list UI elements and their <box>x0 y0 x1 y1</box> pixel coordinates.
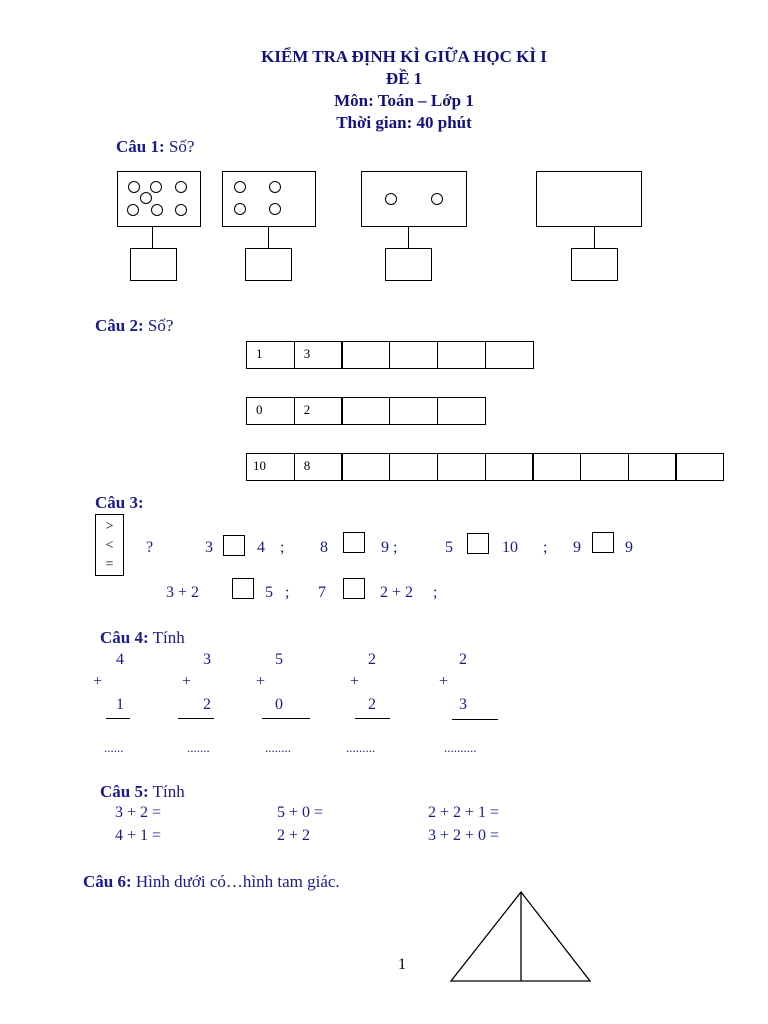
question-5-text: Tính <box>148 782 185 801</box>
sequence-blank[interactable] <box>485 453 534 481</box>
expression: 2 + 2 + 1 = <box>428 804 500 821</box>
sequence-blank[interactable] <box>437 453 486 481</box>
addend-top: 3 <box>203 651 211 668</box>
dot <box>128 181 140 193</box>
sequence-cell: 1 <box>246 341 295 369</box>
sequence-cell: 0 <box>246 397 295 425</box>
addend-bottom: 3 <box>459 696 467 713</box>
question-mark: ? <box>146 539 154 556</box>
compare-blank[interactable] <box>223 535 245 556</box>
dot <box>269 203 281 215</box>
sequence-blank[interactable] <box>675 453 724 481</box>
dot <box>127 204 139 216</box>
separator: ; <box>543 539 548 556</box>
compare-value: 4 <box>257 539 265 556</box>
sequence-blank[interactable] <box>485 341 534 369</box>
dot <box>140 192 152 204</box>
question-3-label: Câu 3: <box>95 493 144 512</box>
separator: ; <box>433 584 438 601</box>
page-number: 1 <box>398 956 406 973</box>
compare-value: 5 <box>265 584 273 601</box>
dot <box>234 181 246 193</box>
sequence-blank[interactable] <box>341 341 390 369</box>
sequence-cell: 3 <box>294 341 343 369</box>
separator: ; <box>280 539 285 556</box>
separator: ; <box>285 584 290 601</box>
question-4-text: Tính <box>148 628 185 647</box>
dot <box>234 203 246 215</box>
exam-title: KIỂM TRA ĐỊNH KÌ GIỮA HỌC KÌ I <box>261 47 547 66</box>
plus-sign: + <box>182 673 192 690</box>
dot-card-4 <box>536 171 642 227</box>
question-5-heading <box>100 782 185 802</box>
addend-top: 2 <box>368 651 376 668</box>
question-6-text: Hình dưới có…hình tam giác. <box>131 872 340 891</box>
dot <box>385 193 397 205</box>
expression: 4 + 1 = <box>115 827 162 844</box>
answer-box-4[interactable] <box>571 248 618 281</box>
sequence-blank[interactable] <box>437 397 486 425</box>
compare-value: 9 <box>625 539 633 556</box>
addend-top: 4 <box>116 651 124 668</box>
compare-value: 10 <box>502 539 518 556</box>
answer-box-3[interactable] <box>385 248 432 281</box>
dot-card-3 <box>361 171 467 227</box>
answer-dots[interactable]: ...... <box>104 740 124 755</box>
answer-dots[interactable]: ........ <box>265 740 291 755</box>
sequence-cell: 8 <box>294 453 343 481</box>
sequence-blank[interactable] <box>389 341 438 369</box>
exam-time: Thời gian: 40 phút <box>336 113 472 132</box>
question-1-heading <box>116 137 194 157</box>
sequence-blank[interactable] <box>389 397 438 425</box>
compare-expression: 3 + 2 <box>166 584 200 601</box>
expression: 3 + 2 + 0 = <box>428 827 500 844</box>
sequence-blank[interactable] <box>341 397 390 425</box>
sum-line <box>262 718 310 719</box>
compare-value: 9 ; <box>381 539 398 556</box>
answer-dots[interactable]: ....... <box>187 740 210 755</box>
question-2-heading <box>95 316 173 336</box>
dot <box>150 181 162 193</box>
exam-number: ĐỀ 1 <box>385 69 423 88</box>
question-2-text: Số? <box>143 316 174 335</box>
sequence-cell: 10 <box>246 453 295 481</box>
compare-blank[interactable] <box>467 533 489 554</box>
less-than-sign: < <box>105 538 114 553</box>
question-1-text: Số? <box>164 137 195 156</box>
expression: 2 + 2 <box>277 827 311 844</box>
question-6-label: Câu 6: <box>83 872 132 891</box>
plus-sign: + <box>350 673 360 690</box>
compare-value: 3 <box>205 539 213 556</box>
question-3-heading <box>95 493 144 513</box>
sum-line <box>106 718 130 719</box>
connector-line <box>268 227 269 248</box>
question-5-label: Câu 5: <box>100 782 149 801</box>
triangle-figure <box>448 890 594 984</box>
answer-dots[interactable]: .......... <box>444 740 477 755</box>
compare-expression: 2 + 2 <box>380 584 414 601</box>
connector-line <box>408 227 409 248</box>
expression: 5 + 0 = <box>277 804 324 821</box>
comparison-signs-box <box>95 514 124 576</box>
compare-value: 5 <box>445 539 453 556</box>
addend-top: 5 <box>275 651 283 668</box>
dot <box>175 181 187 193</box>
compare-value: 9 <box>573 539 581 556</box>
dot <box>269 181 281 193</box>
equal-sign: = <box>105 557 114 572</box>
answer-box-2[interactable] <box>245 248 292 281</box>
question-4-label: Câu 4: <box>100 628 149 647</box>
addend-top: 2 <box>459 651 467 668</box>
exam-subject: Môn: Toán – Lớp 1 <box>334 91 474 110</box>
sequence-blank[interactable] <box>437 341 486 369</box>
question-6-heading <box>83 872 340 892</box>
sequence-blank[interactable] <box>532 453 581 481</box>
compare-value: 7 <box>318 584 326 601</box>
sequence-row-2 <box>246 397 486 425</box>
sequence-row-3 <box>246 453 724 481</box>
sequence-blank[interactable] <box>341 453 390 481</box>
dot <box>175 204 187 216</box>
dot-card-1 <box>117 171 201 227</box>
question-4-heading <box>100 628 185 648</box>
expression: 3 + 2 = <box>115 804 162 821</box>
sequence-blank[interactable] <box>389 453 438 481</box>
greater-than-sign: > <box>105 519 114 534</box>
addend-bottom: 2 <box>368 696 376 713</box>
dot <box>431 193 443 205</box>
sequence-cell: 2 <box>294 397 343 425</box>
compare-blank[interactable] <box>343 532 365 553</box>
addend-bottom: 0 <box>275 696 283 713</box>
plus-sign: + <box>93 673 103 690</box>
compare-blank[interactable] <box>592 532 614 553</box>
plus-sign: + <box>439 673 449 690</box>
sum-line <box>355 718 390 719</box>
addend-bottom: 1 <box>116 696 124 713</box>
addend-bottom: 2 <box>203 696 211 713</box>
question-1-label: Câu 1: <box>116 137 165 156</box>
connector-line <box>594 227 595 248</box>
sequence-blank[interactable] <box>580 453 629 481</box>
question-2-label: Câu 2: <box>95 316 144 335</box>
dot <box>151 204 163 216</box>
sequence-blank[interactable] <box>628 453 677 481</box>
plus-sign: + <box>256 673 266 690</box>
sequence-row-1 <box>246 341 534 369</box>
sum-line <box>452 719 498 720</box>
compare-blank[interactable] <box>343 578 365 599</box>
compare-value: 8 <box>320 539 328 556</box>
sum-line <box>178 718 214 719</box>
answer-box-1[interactable] <box>130 248 177 281</box>
answer-dots[interactable]: ......... <box>346 740 376 755</box>
compare-blank[interactable] <box>232 578 254 599</box>
dot-card-2 <box>222 171 316 227</box>
connector-line <box>152 227 153 248</box>
